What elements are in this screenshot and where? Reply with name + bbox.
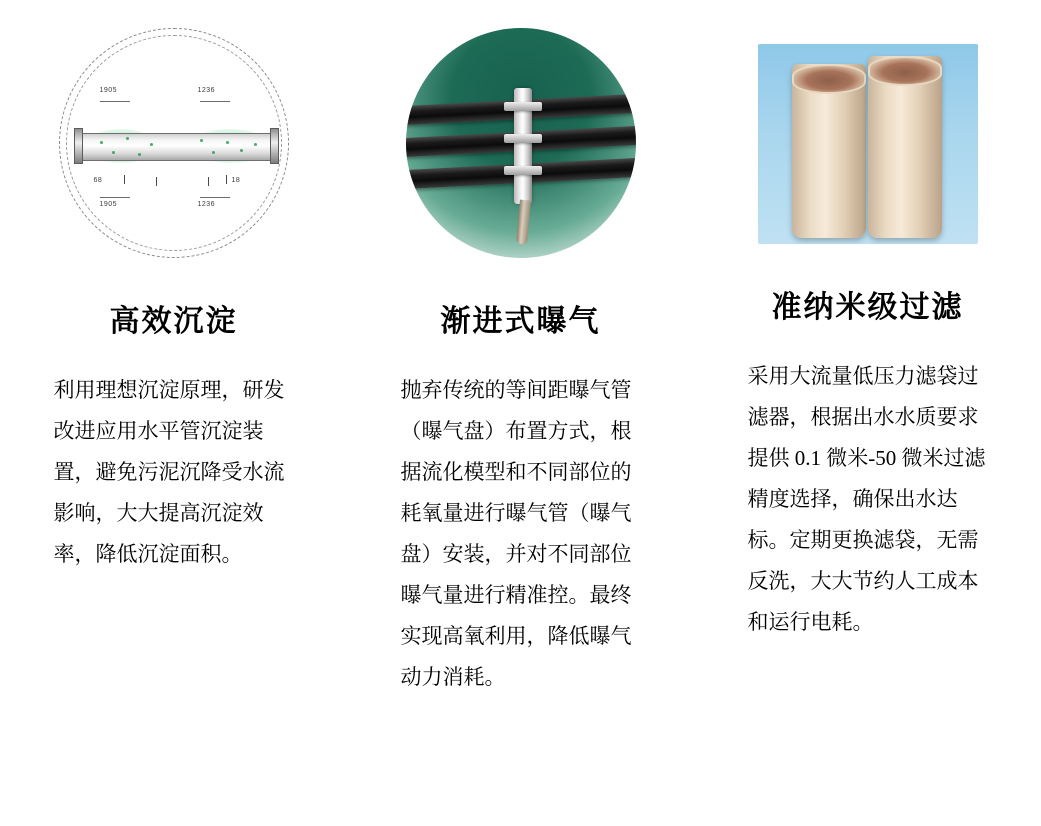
diagram-particle (126, 137, 129, 140)
filter-bag-mouth (792, 64, 866, 94)
filter-bag-mouth (868, 56, 942, 86)
feature-columns (0, 28, 1041, 698)
filter-bag (868, 56, 942, 238)
diagram-particle (112, 151, 115, 154)
feature-body-text: 采用大流量低压力滤袋过滤器，根据出水水质要求提供 0.1 微米-50 微米过滤精度选择，确保出水达标。定期更换滤袋，无需反洗，大大节约人工成本和运行电耗。 (747, 364, 986, 634)
sedimentation-device-diagram (59, 28, 289, 258)
diagram-horizontal-pipe (78, 133, 272, 161)
diagram-particle (150, 143, 153, 146)
feature-column-aeration (347, 28, 694, 698)
diagram-label-mid-left: 68 (93, 177, 103, 184)
diagram-tick (226, 175, 227, 184)
feature-body-text: 抛弃传统的等间距曝气管（曝气盘）布置方式，根据流化模型和不同部位的耗氧量进行曝气管（曝气盘）安装，并对不同部位曝气量进行精准控。最终实现高氧利用，降低曝气动力消耗。 (400, 378, 632, 689)
diagram-label-bottom-left: 1905 (99, 201, 118, 208)
diagram-tick (124, 175, 125, 184)
diagram-hairline (200, 101, 230, 102)
diagram-label-bottom-right: 1236 (197, 201, 216, 208)
filter-bag (792, 64, 866, 238)
feature-body-filtration (748, 356, 988, 643)
diagram-label-top-left: 1905 (99, 87, 118, 94)
feature-heading-filtration: 准纳米级过滤 (771, 291, 964, 324)
feature-heading-sedimentation: 高效沉淀 (109, 305, 238, 338)
diagram-pipe-cap-left (74, 128, 83, 164)
aeration-nozzle (516, 200, 531, 245)
feature-column-filtration (694, 28, 1041, 643)
diagram-tick (208, 177, 209, 186)
diagram-label-top-right: 1236 (197, 87, 216, 94)
diagram-label-mid-right: 18 (231, 177, 241, 184)
diagram-particle (100, 141, 103, 144)
diagram-particle (254, 143, 257, 146)
diagram-particle (240, 149, 243, 152)
feature-body-text: 利用理想沉淀原理，研发改进应用水平管沉淀装置，避免污泥沉降受水流影响，大大提高沉淀效率，降低沉淀面积。 (53, 378, 285, 566)
aeration-collar (504, 102, 542, 111)
diagram-hairline (100, 101, 130, 102)
feature-body-aeration (401, 370, 641, 698)
diagram-particle (212, 151, 215, 154)
feature-body-sedimentation (54, 370, 294, 575)
diagram-hairline (100, 197, 130, 198)
aeration-collar (504, 166, 542, 175)
feature-column-sedimentation (0, 28, 347, 575)
feature-heading-aeration: 渐进式曝气 (440, 305, 601, 338)
diagram-particle (200, 139, 203, 142)
filter-bag-photo (758, 44, 978, 244)
diagram-hairline (200, 197, 230, 198)
diagram-tick (156, 177, 157, 186)
diagram-particle (226, 141, 229, 144)
diagram-pipe-cap-right (270, 128, 279, 164)
diagram-particle (138, 153, 141, 156)
aeration-collar (504, 134, 542, 143)
aeration-pipe-photo (406, 28, 636, 258)
